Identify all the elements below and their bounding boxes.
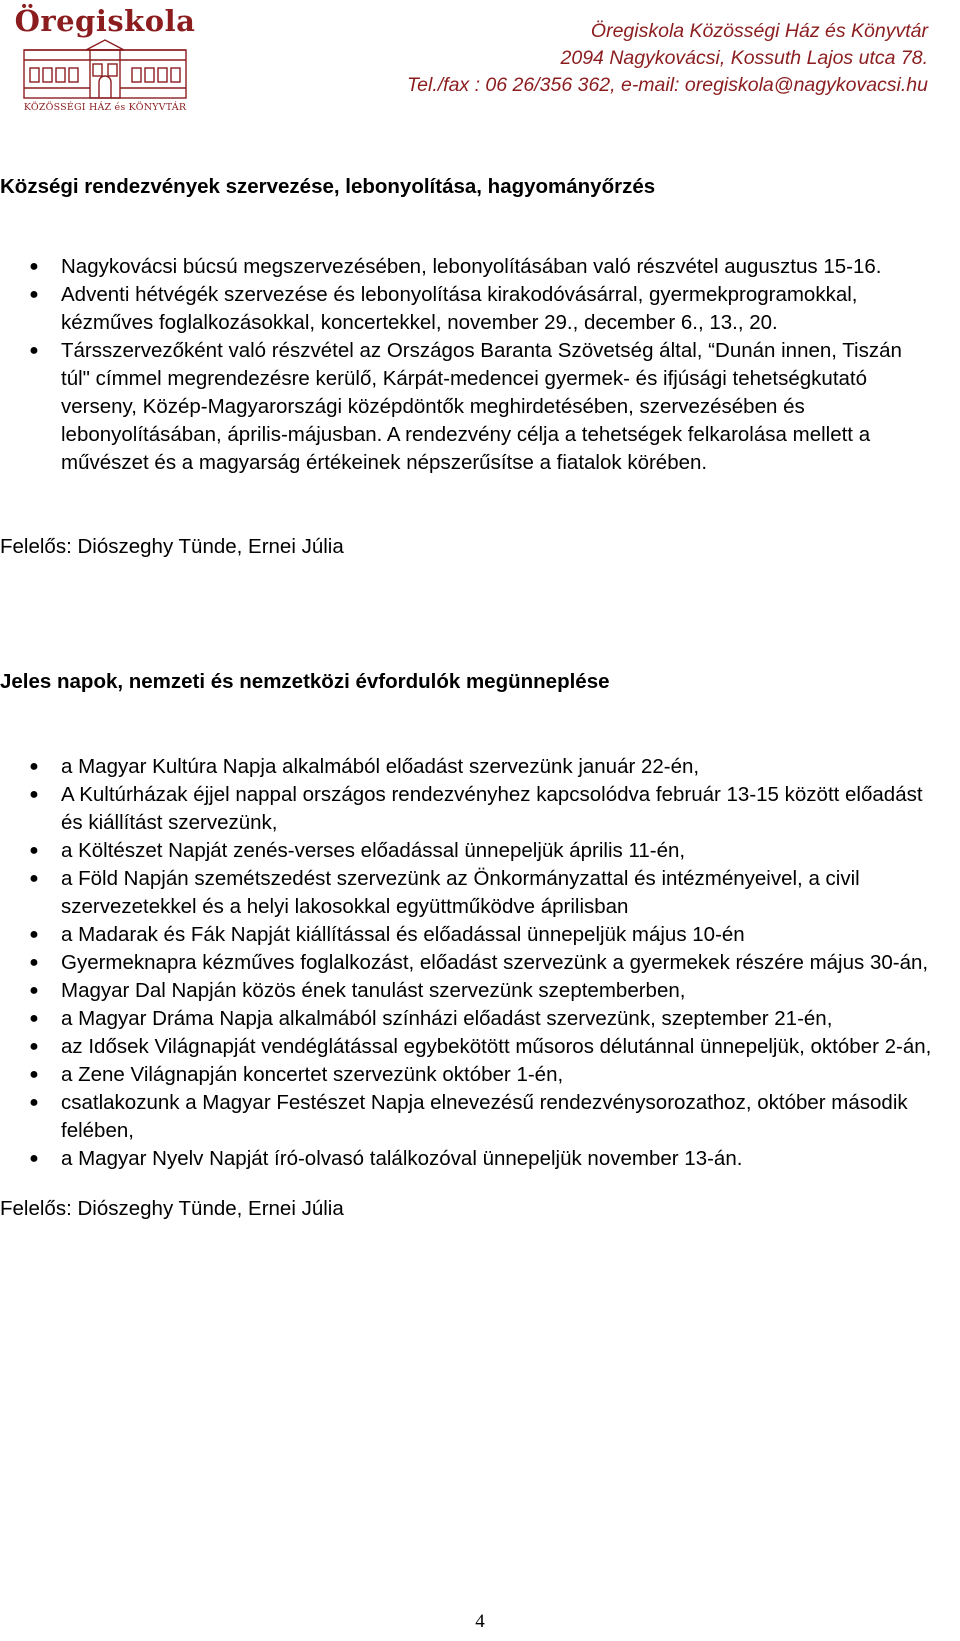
bullet-icon: ● <box>29 926 39 943</box>
org-name: Öregiskola Közösségi Ház és Könyvtár <box>590 20 928 42</box>
school-building-icon <box>20 38 190 100</box>
logo-title: Öregiskola <box>14 4 196 38</box>
list-item: ● csatlakozunk a Magyar Festészet Napja elnevezésű rendezvénysorozathoz, október második felében, <box>0 1089 935 1145</box>
section2-responsible: Felelős: Diószeghy Tünde, Ernei Júlia <box>0 1197 344 1220</box>
document-body <box>0 174 935 1223</box>
contact-block <box>407 18 928 99</box>
bullet-icon: ● <box>29 842 39 859</box>
organization-logo <box>14 4 196 116</box>
page-number: 4 <box>475 1611 485 1632</box>
list-item: ● Gyermeknapra kézműves foglalkozást, előadást szervezünk a gyermekek részére május 30-án, <box>0 949 935 977</box>
list-item: ● Adventi hétvégék szervezése és lebonyolítása kirakodóvásárral, gyermekprogramokkal, kézműves foglalkozásokkal, koncertekkel, november 29., december 6., 13., 20. <box>0 281 935 337</box>
section1-responsible: Felelős: Diószeghy Tünde, Ernei Júlia <box>0 535 344 558</box>
section1-title: Községi rendezvények szervezése, lebonyolítása, hagyományőrzés <box>0 175 656 198</box>
list-item: ● Magyar Dal Napján közös ének tanulást szervezünk szeptemberben, <box>0 977 935 1005</box>
list-item: ● Társszervezőként való részvétel az Országos Baranta Szövetség által, “Dunán innen, Tiszán túl" címmel megrendezésre kerülő, Kárpát-medencei gyermek- és ifjúsági tehetségkutató verseny, Közép-Magyarországi középdöntők meghirdetésében, szervezésében és lebonyolításában, április-májusban. A rendezvény célja a tehetségek felkarolása mellett a művészet és a magyarság értékeinek népszerűsítse a fiatalok körében. <box>0 337 935 477</box>
bullet-icon: ● <box>29 870 39 887</box>
logo-subtitle: KÖZÖSSÉGI HÁZ és KÖNYVTÁR <box>23 102 187 113</box>
list-item: ● a Költészet Napját zenés-verses előadással ünnepeljük április 11-én, <box>0 837 935 865</box>
bullet-icon: ● <box>29 1010 39 1027</box>
list-item: ● az Idősek Világnapját vendéglátással egybekötött műsoros délutánnal ünnepeljük, október 2-án, <box>0 1033 935 1061</box>
list-item: ● a Magyar Nyelv Napját író-olvasó találkozóval ünnepeljük november 13-án. <box>0 1145 935 1173</box>
org-address: 2094 Nagykovácsi, Kossuth Lajos utca 78. <box>560 47 928 69</box>
bullet-icon: ● <box>29 286 39 303</box>
list-item: ● Nagykovácsi búcsú megszervezésében, lebonyolításában való részvétel augusztus 15-16. <box>0 253 935 281</box>
section2-title: Jeles napok, nemzeti és nemzetközi évfordulók megünneplése <box>0 670 610 693</box>
list-item: ● a Magyar Dráma Napja alkalmából színházi előadást szervezünk, szeptember 21-én, <box>0 1005 935 1033</box>
list-item: ● A Kultúrházak éjjel nappal országos rendezvényhez kapcsolódva február 13-15 között előadást és kiállítást szervezünk, <box>0 781 935 837</box>
bullet-icon: ● <box>29 1066 39 1083</box>
org-contact: Tel./fax : 06 26/356 362, e-mail: oregiskola@nagykovacsi.hu <box>407 74 928 96</box>
list-item: ● a Zene Világnapján koncertet szervezünk október 1-én, <box>0 1061 935 1089</box>
bullet-icon: ● <box>29 954 39 971</box>
list-item: ● a Föld Napján szemétszedést szervezünk az Önkormányzattal és intézményeivel, a civil szervezetekkel és a helyi lakosokkal együttműködve áprilisban <box>0 865 935 921</box>
bullet-icon: ● <box>29 786 39 803</box>
bullet-icon: ● <box>29 1150 39 1167</box>
bullet-icon: ● <box>29 1038 39 1055</box>
bullet-icon: ● <box>29 258 39 275</box>
bullet-icon: ● <box>29 342 39 359</box>
list-item: ● a Madarak és Fák Napját kiállítással és előadással ünnepeljük május 10-én <box>0 921 935 949</box>
section2-list <box>0 753 935 1173</box>
bullet-icon: ● <box>29 758 39 775</box>
list-item: ● a Magyar Kultúra Napja alkalmából előadást szervezünk január 22-én, <box>0 753 935 781</box>
bullet-icon: ● <box>29 982 39 999</box>
letterhead <box>0 0 960 120</box>
bullet-icon: ● <box>29 1094 39 1111</box>
section1-list <box>0 253 935 477</box>
